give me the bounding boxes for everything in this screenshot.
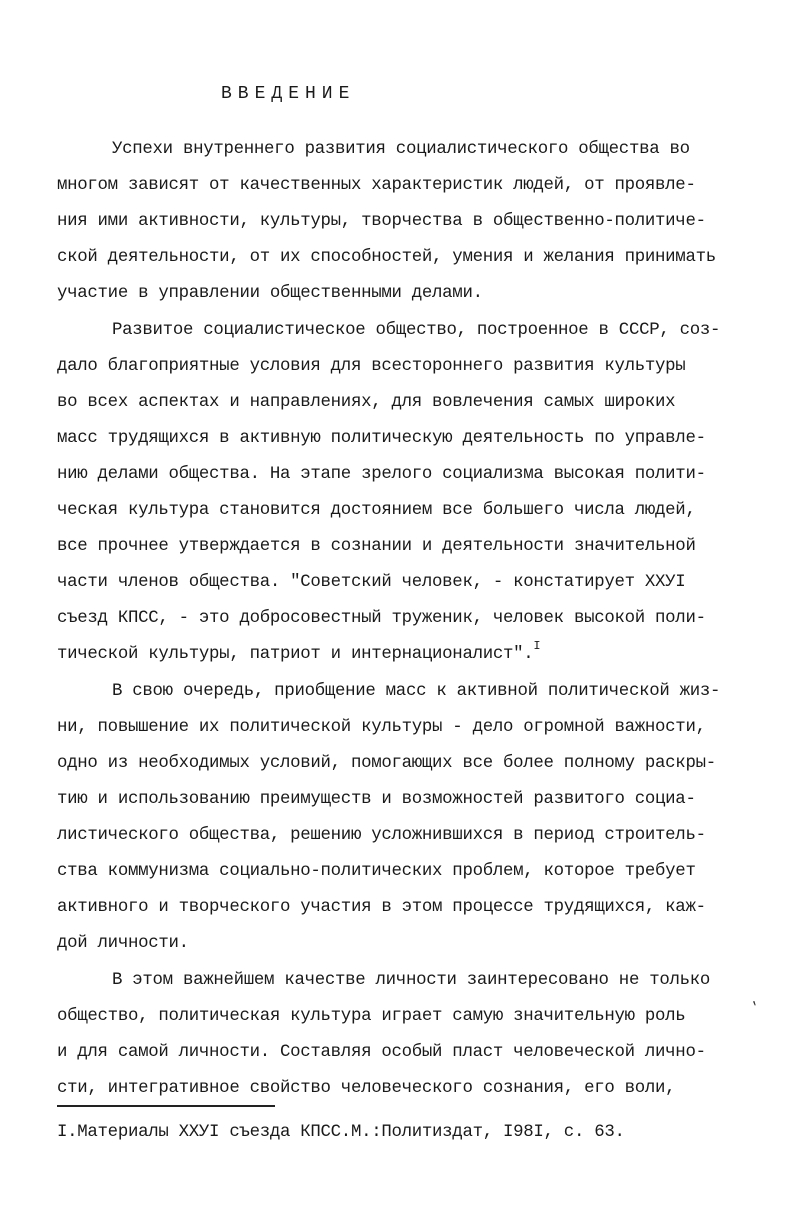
paragraph-1-line-1: Успехи внутреннего развития социалистического общества во: [112, 140, 690, 159]
paragraph-2-line-10: [57, 639, 541, 664]
paragraph-2-line-1: Развитое социалистическое общество, построенное в СССР, соз-: [112, 321, 721, 340]
paragraph-2-line-4: масс трудящихся в активную политическую деятельность по управле-: [57, 429, 706, 448]
footnote-separator: [57, 1105, 275, 1107]
paragraph-3-line-3: одно из необходимых условий, помогающих все более полному раскры-: [57, 754, 716, 773]
paragraph-2-line-8: части членов общества. "Советский человек, - констатирует ХХУI: [57, 573, 686, 592]
paragraph-2-line-6: ческая культура становится достоянием все большего числа людей,: [57, 501, 696, 520]
paragraph-3-line-1: В свою очередь, приобщение масс к активной политической жиз-: [112, 682, 721, 701]
paragraph-3-line-8: дой личности.: [57, 934, 189, 953]
paragraph-4-line-4: сти, интегративное свойство человеческого сознания, его воли,: [57, 1079, 676, 1098]
footnote: I.Материалы ХХУI съезда КПСС.М.:Политиздат, I98I, с. 63.: [57, 1123, 625, 1142]
paragraph-1-line-5: участие в управлении общественными делами.: [57, 284, 483, 303]
handwritten-margin-mark: ′: [749, 999, 763, 1017]
paragraph-3-line-5: листического общества, решению усложнившихся в период строитель-: [57, 826, 706, 845]
paragraph-1-line-4: ской деятельности, от их способностей, умения и желания принимать: [57, 248, 716, 267]
paragraph-2-line-7: все прочнее утверждается в сознании и деятельности значительной: [57, 537, 696, 556]
paragraph-3-line-7: активного и творческого участия в этом процессе трудящихся, каж-: [57, 898, 706, 917]
paragraph-2-line-5: нию делами общества. На этапе зрелого социализма высокая полити-: [57, 465, 706, 484]
paragraph-2-line-10-text: тической культуры, патриот и интернационалист".: [57, 645, 534, 664]
paragraph-4-line-2: общество, политическая культура играет самую значительную роль: [57, 1007, 686, 1026]
paragraph-1-line-3: ния ими активности, культуры, творчества в общественно-политиче-: [57, 212, 706, 231]
paragraph-2-line-9: съезд КПСС, - это добросовестный труженик, человек высокой поли-: [57, 609, 706, 628]
paragraph-2-line-3: во всех аспектах и направлениях, для вовлечения самых широких: [57, 393, 676, 412]
paragraph-2-line-2: дало благоприятные условия для всестороннего развития культуры: [57, 357, 686, 376]
page-title: ВВЕДЕНИЕ: [221, 84, 356, 104]
paragraph-3-line-4: тию и использованию преимуществ и возможностей развитого социа-: [57, 790, 696, 809]
paragraph-3-line-2: ни, повышение их политической культуры - дело огромной важности,: [57, 718, 706, 737]
paragraph-1-line-2: многом зависят от качественных характеристик людей, от проявле-: [57, 176, 696, 195]
footnote-reference: I: [533, 639, 541, 653]
paragraph-3-line-6: ства коммунизма социально-политических проблем, которое требует: [57, 862, 696, 881]
paragraph-4-line-1: В этом важнейшем качестве личности заинтересовано не только: [112, 971, 711, 990]
paragraph-4-line-3: и для самой личности. Составляя особый пласт человеческой лично-: [57, 1043, 706, 1062]
